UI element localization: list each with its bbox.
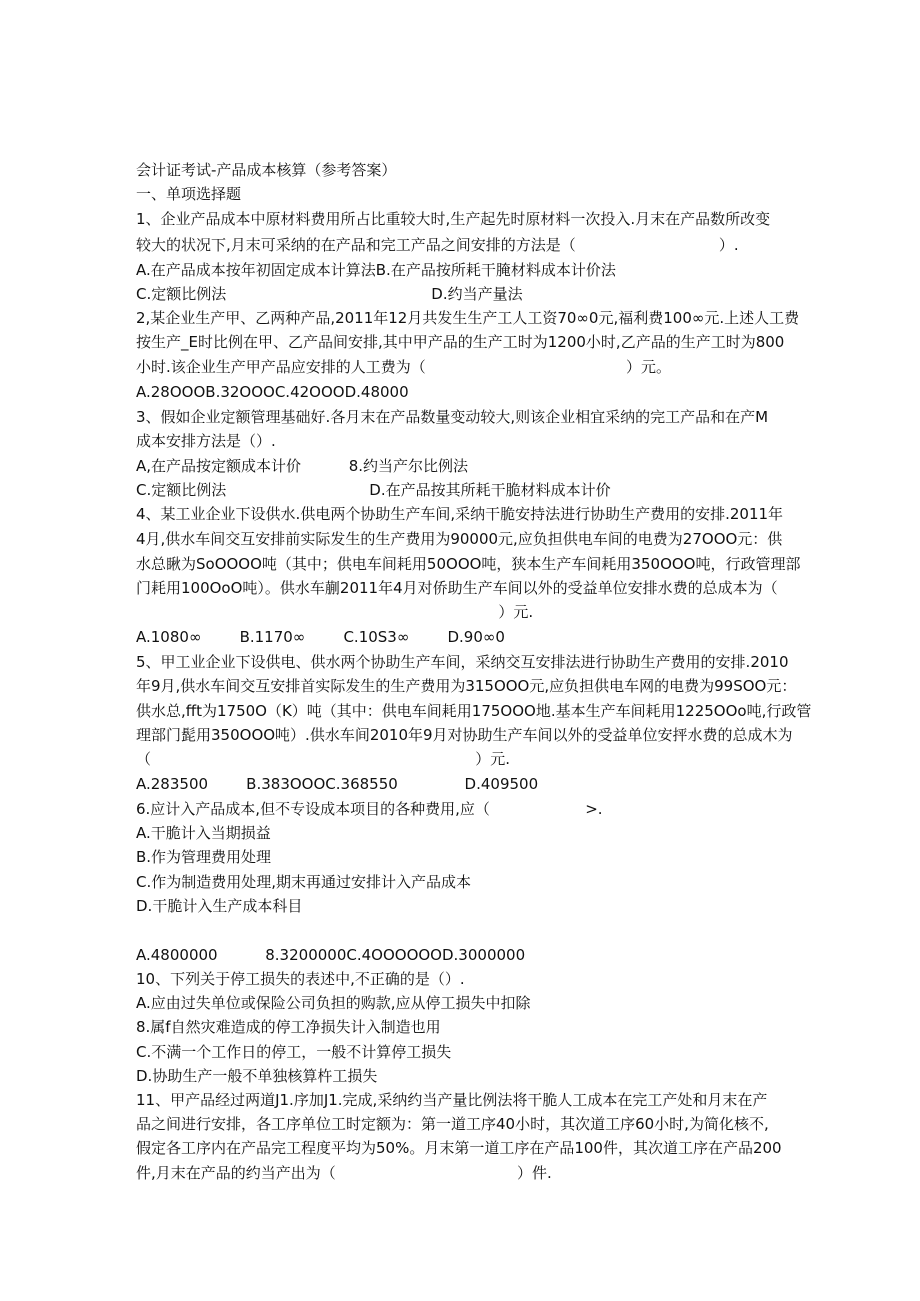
text-line: A.在产品成本按年初固定成本计算法B.在产品按所耗干腌材料成本计价法 [136,261,616,279]
text-line: 6.应计入产品成本,但不专设成本项目的各种费用,应（ >. [136,800,603,818]
text-line: 品之间进行安排，各工序单位工时定额为：第一道工序40小时，其次道工序60小时,为简化核不, [136,1115,769,1133]
text-line: 2,某企业生产甲、乙两种产品,2011年12月共发生生产工人工资70∞0元,福利费100∞元.上述人工费 [136,309,800,327]
text-line: D.协助生产一般不单独核算杵工损失 [136,1067,378,1085]
text-line: 8.属f自然灾难造成的停工净损失计入制造也用 [136,1018,441,1036]
text-line: A.283500 B.383OOOC.368550 D.409500 [136,775,539,793]
section-heading: 一、单项选择题 [136,185,242,203]
text-line: 门耗用100OoO吨）。供水车蒯2011年4月对侨助生产车间以外的受益单位安排水费的总成本为（ [136,579,778,597]
text-line: 1、企业产品成本中原材料费用所占比重较大时,生产起先时原材料一次投入.月末在产品数所改变 [136,210,771,228]
text-line: 理部门髭用350OOO吨）.供水车间2010年9月对协助生产车间以外的受益单位安抨水费的总成木为 [136,726,793,744]
text-line: 较大的状况下,月末可采纳的在产品和完工产品之间安排的方法是（ ）. [136,236,739,254]
text-line: 3、假如企业定额管理基础好.各月末在产品数量变动较大,则该企业相宜采纳的完工产品和在产M [136,408,769,426]
text-line: （ ）元. [136,750,510,768]
text-line: 成本安排方法是（）. [136,432,276,450]
text-line: 5、甲工业企业下设供电、供水两个协助生产车间，采纳交互安排法进行协助生产费用的安排.2010 [136,653,789,671]
text-line: 4、某工业企业下设供水.供电两个协助生产车间,采纳干脆安持法进行协助生产费用的安排.2011年 [136,505,784,523]
text-line: 小时.该企业生产甲产品应安排的人工费为（ ）元。 [136,358,672,376]
text-line: A.1080∞ B.1170∞ C.10S3∞ D.90∞0 [136,628,505,646]
text-line: ）元. [136,603,534,621]
text-line: 按生产_E时比例在甲、乙产品间安排,其中甲产品的生产工时为1200小时,乙产品的生产工时为800 [136,333,785,351]
text-line: C.定额比例法 D.在产品按其所耗干脆材料成本计价 [136,481,611,499]
text-line: 年9月,供水车间交互安排首实际发生的生产费用为315OOO元,应负担供电车网的电费为99SOO元： [136,677,797,695]
text-line: A.干脆计入当期损益 [136,824,271,842]
text-line: C.不满一个工作日的停工，一般不计算停工损失 [136,1043,452,1061]
text-line: 11、甲产品经过两道J1.序加J1.完成,采纳约当产量比例法将干脆人工成本在完工产处和月末在产 [136,1091,768,1109]
text-line: D.干脆计入生产成本科目 [136,897,303,915]
text-line: 供水总,fft为1750O（K）吨（其中：供电车间耗用175OOO地.基本生产车间耗用1225OOo吨,行政管 [136,702,812,720]
text-line: A.4800000 8.3200000C.4OOOOOOD.3000000 [136,946,526,964]
text-line: A,在产品按定额成本计价 8.约当产尔比例法 [136,457,469,475]
text-line: 4月,供水车间交互安排前实际发生的生产费用为90000元,应负担供电车间的电费为27OOO元：供 [136,530,783,548]
text-line: 水总瞅为SoOOOO吨（其中；供电车间耗用50OOO吨，狭本生产车间耗用350OOO吨，行政管理部 [136,555,801,573]
text-line: A.应由过失单位或保险公司负担的购款,应从停工损失中扣除 [136,994,531,1012]
text-line: 10、下列关于停工损失的表述中,不正确的是（）. [136,970,465,988]
text-line: 假定各工序内在产品完工程度平均为50%。月末第一道工序在产品100件，其次道工序在产品200 [136,1139,782,1157]
text-line: B.作为管理费用处理 [136,848,272,866]
text-line: 件,月末在产品的约当产出为（ ）件. [136,1164,552,1182]
text-line: C.定额比例法 D.约当产量法 [136,285,523,303]
text-line: A.28OOOB.32OOOC.42OOOD.48000 [136,383,409,401]
document-title: 会计证考试-产品成本核算（参考答案） [136,161,397,179]
text-line: C.作为制造费用处理,期末再通过安排计入产品成本 [136,873,472,891]
